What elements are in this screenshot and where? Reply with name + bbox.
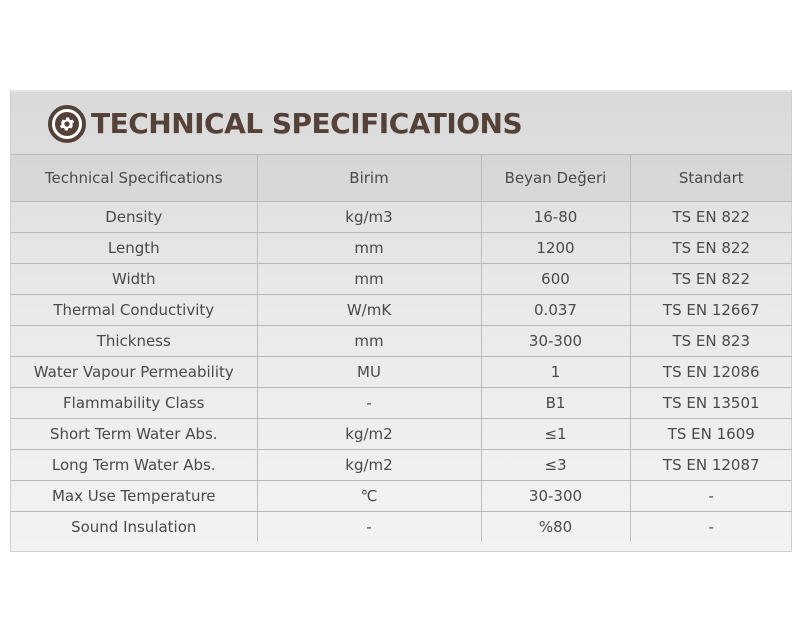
unit-cell: kg/m2 [257, 450, 481, 481]
standard-cell: TS EN 12086 [630, 357, 792, 388]
spec-name-cell: Short Term Water Abs. [11, 419, 257, 450]
spec-name-cell: Water Vapour Permeability [11, 357, 257, 388]
specifications-table [11, 154, 792, 542]
value-cell: %80 [481, 512, 630, 543]
standard-cell: TS EN 822 [630, 233, 792, 264]
value-cell: 16-80 [481, 202, 630, 233]
value-cell: 600 [481, 264, 630, 295]
table-row [11, 326, 792, 357]
spec-name-cell: Density [11, 202, 257, 233]
spec-name-cell: Length [11, 233, 257, 264]
standard-cell: - [630, 481, 792, 512]
unit-cell: kg/m2 [257, 419, 481, 450]
spec-name-cell: Sound Insulation [11, 512, 257, 543]
column-header: Birim [257, 155, 481, 202]
table-row [11, 295, 792, 326]
column-header: Beyan Değeri [481, 155, 630, 202]
spec-name-cell: Thermal Conductivity [11, 295, 257, 326]
table-row [11, 202, 792, 233]
unit-cell: - [257, 388, 481, 419]
spec-name-cell: Flammability Class [11, 388, 257, 419]
table-row [11, 388, 792, 419]
table-row [11, 233, 792, 264]
standard-cell: TS EN 1609 [630, 419, 792, 450]
page-title: TECHNICAL SPECIFICATIONS [91, 107, 523, 140]
unit-cell: mm [257, 264, 481, 295]
gear-icon [48, 105, 86, 143]
standard-cell: TS EN 12087 [630, 450, 792, 481]
standard-cell: - [708, 518, 714, 536]
standard-cell: TS EN 12667 [630, 295, 792, 326]
table-row [11, 481, 792, 512]
value-cell: 30-300 [481, 326, 630, 357]
column-header: Technical Specifications [11, 155, 257, 202]
unit-cell: MU [257, 357, 481, 388]
table-row [11, 450, 792, 481]
table-row [11, 419, 792, 450]
table-row [11, 357, 792, 388]
spec-name-cell: Max Use Temperature [11, 481, 257, 512]
unit-cell: mm [257, 233, 481, 264]
unit-cell: ℃ [257, 481, 481, 512]
standard-cell: TS EN 822 [630, 264, 792, 295]
value-cell: ≤1 [481, 419, 630, 450]
standard-cell: TS EN 822 [630, 202, 792, 233]
table-row [11, 512, 792, 543]
spec-name-cell: Thickness [11, 326, 257, 357]
panel-header [11, 90, 791, 154]
standard-cell: TS EN 823 [630, 326, 792, 357]
table-row [11, 264, 792, 295]
standard-cell: TS EN 13501 [630, 388, 792, 419]
value-cell: 1200 [481, 233, 630, 264]
value-cell: B1 [481, 388, 630, 419]
unit-cell: W/mK [257, 295, 481, 326]
unit-cell: - [257, 512, 481, 543]
unit-cell: kg/m3 [257, 202, 481, 233]
value-cell: 0.037 [481, 295, 630, 326]
spec-name-cell: Width [11, 264, 257, 295]
specifications-panel [10, 90, 792, 552]
value-cell: 1 [481, 357, 630, 388]
table-header-row [11, 155, 792, 202]
column-header: Standart [630, 155, 792, 202]
value-cell: 30-300 [481, 481, 630, 512]
value-cell: ≤3 [481, 450, 630, 481]
unit-cell: mm [257, 326, 481, 357]
spec-name-cell: Long Term Water Abs. [11, 450, 257, 481]
